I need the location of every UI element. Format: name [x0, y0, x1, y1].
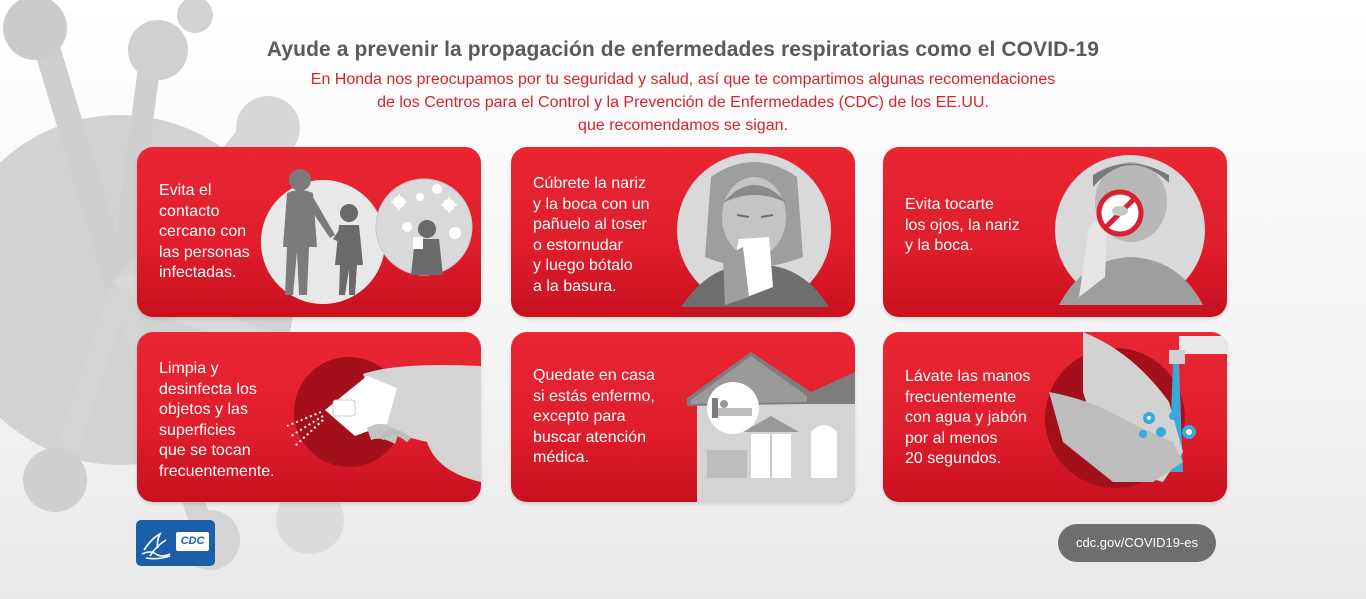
cdc-url-link[interactable]: cdc.gov/COVID19-es	[1058, 524, 1216, 562]
house-bed-icon	[511, 332, 855, 502]
handwashing-icon	[883, 332, 1227, 502]
page-title: Ayude a prevenir la propagación de enfermedades respiratorias como el COVID-19	[266, 38, 1100, 61]
subtitle-line-2: de los Centros para el Control y la Prevención de Enfermedades (CDC) de los EE.UU.	[377, 94, 989, 111]
tip-text: Evita el contacto cercano con las personas infectadas.	[159, 182, 250, 281]
tip-card-stay-home	[511, 332, 855, 502]
subtitle-line-3: que recomendamos se sigan.	[578, 117, 788, 134]
tip-text: Evita tocarte los ojos, la nariz y la boca.	[905, 196, 1020, 254]
tip-card-avoid-touching-face	[883, 147, 1227, 317]
subtitle-line-1: En Honda nos preocupamos por tu seguridad y salud, así que te compartimos algunas recomendaciones	[310, 71, 1056, 88]
cdc-logo-text: CDC	[176, 532, 209, 551]
people-distancing-icon	[137, 147, 481, 317]
header	[0, 38, 1366, 137]
tissue-sneeze-icon	[511, 147, 855, 317]
cdc-logo	[136, 520, 215, 566]
tip-text: Cúbrete la nariz y la boca con un pañuelo al toser o estornudar y luego bótalo a la basura.	[533, 175, 650, 295]
subtitle	[0, 68, 1366, 137]
tip-card-disinfect	[137, 332, 481, 502]
tip-text: Lávate las manos frecuentemente con agua y jabón por al menos 20 segundos.	[905, 368, 1031, 467]
tip-card-cover-cough	[511, 147, 855, 317]
tip-card-wash-hands	[883, 332, 1227, 502]
tip-card-avoid-contact	[137, 147, 481, 317]
no-face-touch-icon	[883, 147, 1227, 317]
tip-text: Quedate en casa si estás enfermo, excepto para buscar atención médica.	[533, 367, 655, 466]
tip-text: Limpia y desinfecta los objetos y las superficies que se tocan frecuentemente.	[159, 360, 275, 480]
spray-bottle-icon	[137, 332, 481, 502]
